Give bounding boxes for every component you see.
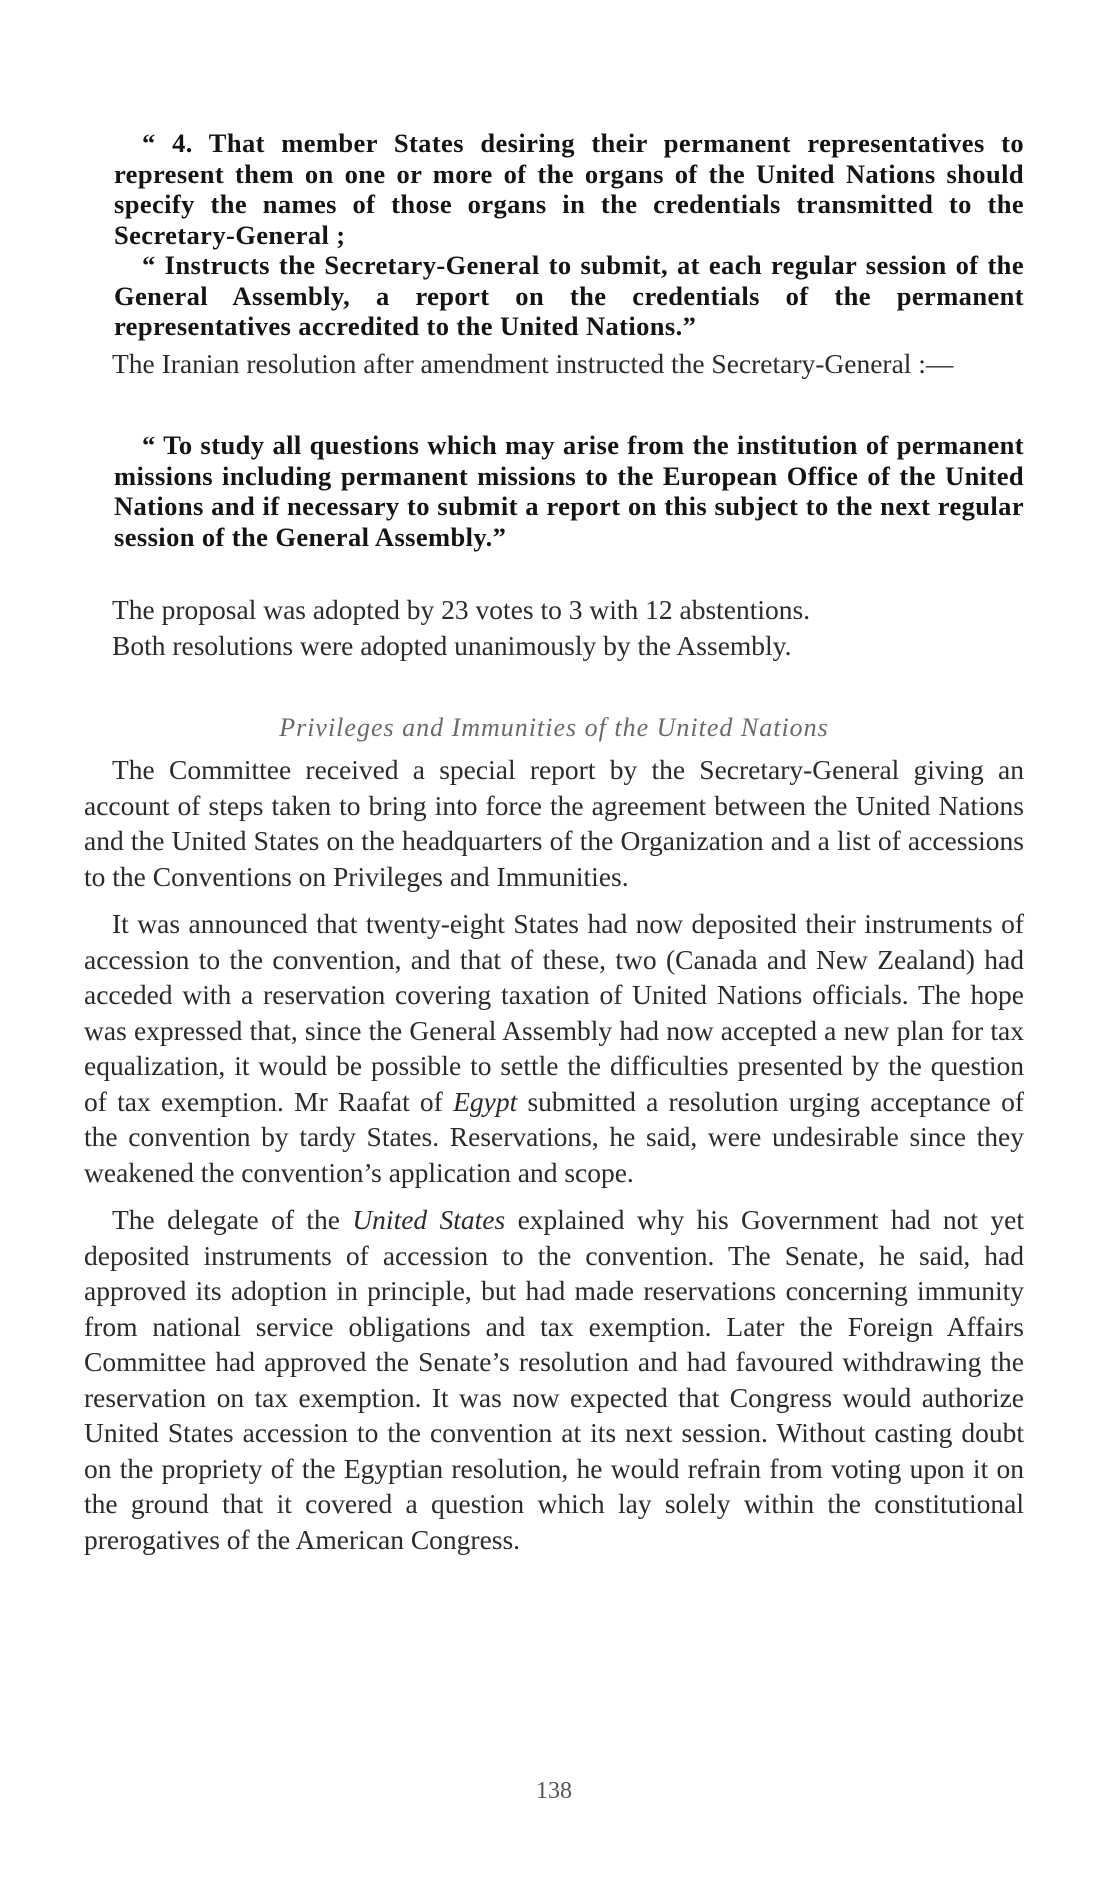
body-text bbox=[84, 752, 1024, 1557]
quote-paragraph-4: “ 4. That member States desiring their permanent representatives to represent them on one or more of the organs of the United Nations should specify the names of those organs in the credentials transmitted to the Secretary-General ; bbox=[114, 128, 1024, 250]
adoption-block bbox=[84, 592, 1024, 663]
accessions-text-a: It was announced that twenty-eight States had now deposited their instruments of accession to the convention, and that of these, two (Canada and New Zealand) had acceded with a reservation covering taxation of United Nations officials. The hope was expressed that, since the General Assembly had now accepted a new plan for tax equalization, it would be possible to settle the difficulties presented by the question of tax exemption. Mr Raafat of bbox=[84, 908, 1024, 1117]
quote-iranian-resolution bbox=[114, 430, 1024, 552]
section-heading: Privileges and Immunities of the United Nations bbox=[279, 713, 829, 742]
adoption-vote: The proposal was adopted by 23 votes to 3 with 12 abstentions. bbox=[112, 594, 811, 625]
quote-resolution-clauses bbox=[114, 128, 1024, 342]
delegate-text-b: explained why his Government had not yet deposited instruments of accession to the convention. The Senate, he said, had approved its adoption in principle, but had made reservations concerning immunity from national service obligations and tax exemption. Later the Foreign Affairs Committee had approved the Senate’s resolution and had favoured withdrawing the reservation on tax exemption. It was now expected that Congress would authorize United States accession to the convention at its next session. Without casting doubt on the propriety of the Egyptian resolution, he would refrain from voting upon it on the ground that it covered a question which lay solely within the constitutional prerogatives of the American Congress. bbox=[84, 1204, 1024, 1555]
quote-paragraph-instructs: “ Instructs the Secretary-General to submit, at each regular session of the General Assembly, a report on the credentials of the permanent representatives accredited to the United Nations.” bbox=[114, 250, 1024, 341]
paragraph-accessions bbox=[84, 906, 1024, 1190]
accessions-text-b: submitted a resolution urging acceptance of the convention by tardy States. Reservations, he said, were undesirable since they weakened the convention’s application and scope. bbox=[84, 1085, 1024, 1188]
iranian-intro: The Iranian resolution after amendment instructed the Secretary-General :— bbox=[112, 348, 954, 379]
page-number: 138 bbox=[536, 1778, 572, 1804]
paragraph-us-delegate bbox=[84, 1202, 1024, 1557]
paragraph-committee-report: The Committee received a special report by the Secretary-General giving an account of steps taken to bring into force the agreement between the United Nations and the United States on the headquarters of the Organization and a list of accessions to the Conventions on Privileges and Immunities. bbox=[84, 754, 1024, 892]
quote-study-questions: “ To study all questions which may arise from the institution of permanent missions including permanent missions to the European Office of the United Nations and if necessary to submit a report on this subject to the next regular session of the General Assembly.” bbox=[114, 430, 1024, 552]
iranian-intro-block bbox=[84, 346, 1024, 382]
adoption-unanimous: Both resolutions were adopted unanimously by the Assembly. bbox=[112, 629, 792, 661]
country-egypt: Egypt bbox=[453, 1085, 518, 1117]
delegate-text-a: The delegate of the bbox=[112, 1204, 353, 1235]
country-united-states: United States bbox=[352, 1204, 506, 1235]
